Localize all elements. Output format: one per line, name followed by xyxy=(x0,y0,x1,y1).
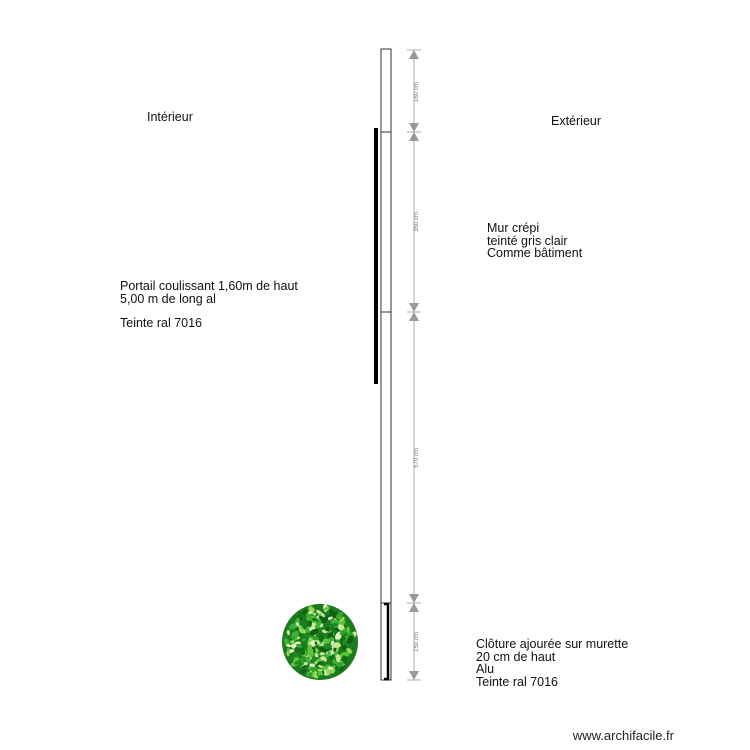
gate-line-2: 5,00 m de long al xyxy=(120,291,216,306)
dimension-arrow xyxy=(409,123,419,132)
wall-line-1: Mur crépi xyxy=(487,221,540,235)
dimension-arrow xyxy=(409,303,419,312)
wall-line-3: Comme bâtiment xyxy=(487,246,583,260)
dimension-arrow xyxy=(409,603,419,612)
label-interior: Intérieur xyxy=(147,110,193,124)
dimension-arrow xyxy=(409,50,419,59)
wall-description xyxy=(487,222,582,260)
dim-label-150: 150 cm xyxy=(414,632,420,652)
label-exterior: Extérieur xyxy=(551,114,602,128)
dimension-arrow xyxy=(409,312,419,321)
fence-description xyxy=(476,638,628,688)
dimension-arrow xyxy=(409,594,419,603)
watermark: www.archifacile.fr xyxy=(572,728,674,743)
fence-line-4: Teinte ral 7016 xyxy=(476,674,559,689)
fence-line-2: 20 cm de haut xyxy=(476,649,556,664)
wall-outline xyxy=(381,49,391,680)
fence-bracket xyxy=(384,604,388,679)
fence-line-1: Clôture ajourée sur murette xyxy=(476,637,629,651)
dimension-arrow xyxy=(409,671,419,680)
dim-label-350: 350 cm xyxy=(414,212,420,232)
shrub-leaf xyxy=(336,654,341,662)
shrub-icon xyxy=(282,604,358,680)
gate-line-1: Portail coulissant 1,60m de haut xyxy=(120,279,298,293)
sliding-gate xyxy=(374,128,378,384)
dim-label-160: 160 cm xyxy=(414,82,420,102)
shrub-leaf xyxy=(332,642,341,648)
dim-label-570: 570 cm xyxy=(414,448,420,468)
dimension-arrow xyxy=(409,132,419,141)
wall-line-2: teinté gris clair xyxy=(487,233,568,248)
fence-line-3: Alu xyxy=(476,662,495,676)
gate-color: Teinte ral 7016 xyxy=(120,316,203,330)
gate-description xyxy=(120,280,298,305)
